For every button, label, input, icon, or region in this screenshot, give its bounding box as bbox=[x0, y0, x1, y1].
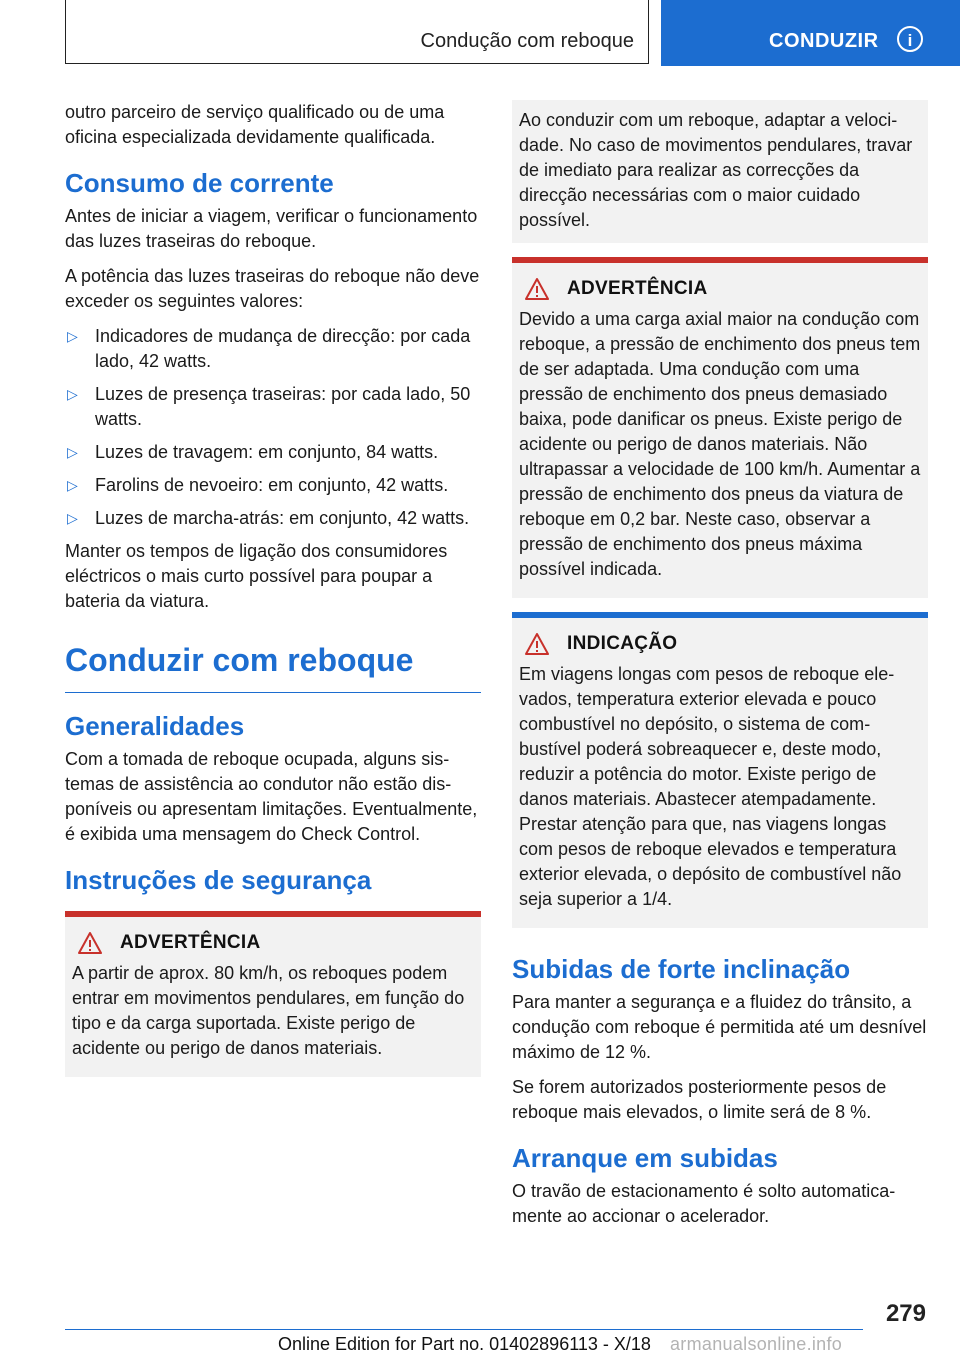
tyre-warning-box bbox=[512, 257, 928, 598]
footer-edition: Online Edition for Part no. 01402896113 - X/18 bbox=[278, 1334, 651, 1354]
note-triangle-icon bbox=[525, 632, 549, 656]
note-title: INDICAÇÃO bbox=[567, 633, 678, 654]
wattage-list bbox=[65, 324, 481, 531]
footer-watermark: armanualsonline.info bbox=[670, 1334, 843, 1354]
consumo-paragraph-3: Manter os tempos de ligação dos consumidores eléctricos o mais curto possível para poupar a bateria da viatura. bbox=[65, 541, 448, 611]
triangle-bullet-icon: ▷ bbox=[67, 328, 78, 344]
subidas-paragraph-2: Se forem autorizados posteriormente pesos de reboque mais elevados, o limite será de 8 %. bbox=[512, 1077, 887, 1122]
warning-title: ADVERTÊNCIA bbox=[567, 278, 708, 299]
triangle-bullet-icon: ▷ bbox=[67, 444, 78, 460]
warning-triangle-icon bbox=[78, 931, 102, 955]
list-item: ▷ Indicadores de mudança de direcção: por cada lado, 42 watts. bbox=[67, 326, 471, 371]
section-tab[interactable] bbox=[661, 0, 960, 66]
page-header bbox=[0, 0, 960, 66]
heading-arranque: Arranque em subidas bbox=[512, 1143, 778, 1173]
right-column bbox=[512, 100, 928, 1239]
list-item: ▷ Farolins de nevoeiro: em conjunto, 42 watts. bbox=[65, 473, 481, 498]
info-icon[interactable]: i bbox=[897, 26, 923, 52]
list-item: ▷ Luzes de presença traseiras: por cada lado, 50 watts. bbox=[67, 384, 471, 429]
intro-paragraph: outro parceiro de serviço qualificado ou de uma oficina especializada devidamente qualificada. bbox=[65, 102, 445, 147]
left-column bbox=[65, 100, 481, 1077]
warning-text: Devido a uma carga axial maior na condução com reboque, a pressão de enchimento dos pneus tem de ser adaptada. Uma condução com uma pressão de enchimento dos pneus demasiado baixa, pode danificar os pneus. Existe perigo de acidente ou perigo de danos materiais. Não ultrapassar a velocidade de 100 km/h. Aumentar a pressão de enchimento dos pneus da viatura de reboque em 0,2 bar. Neste caso, observar a pressão de enchimento dos pneus máxima possível indicada. bbox=[519, 309, 921, 579]
heading-seguranca: Instruções de segurança bbox=[65, 865, 372, 895]
list-item: ▷ Luzes de travagem: em conjunto, 84 watts. bbox=[65, 440, 481, 465]
subidas-paragraph-1: Para manter a segurança e a fluidez do trânsito, a condução com reboque é permitida até um desnível máximo de 12 %. bbox=[512, 992, 927, 1062]
warning-text: A partir de aprox. 80 km/h, os reboques podem entrar em movimentos pendulares, em função do tipo e da carga suportada. Existe perigo de acidente ou perigo de danos materiais. bbox=[72, 963, 465, 1058]
continued-box bbox=[512, 100, 928, 243]
chapter-tab bbox=[65, 0, 649, 64]
triangle-bullet-icon: ▷ bbox=[67, 477, 78, 493]
list-item: ▷ Luzes de marcha-atrás: em conjunto, 42 watts. bbox=[65, 506, 481, 531]
note-box bbox=[512, 612, 928, 928]
section-label: CONDUZIR bbox=[769, 30, 879, 52]
continued-text: Ao conduzir com um reboque, adaptar a velocidade. No caso de movimentos pendulares, travar de imediato para realizar as correcções da direcção necessárias com o maior cuidado possível. bbox=[519, 110, 913, 230]
note-box-header bbox=[519, 632, 921, 656]
warning-box bbox=[65, 911, 481, 1077]
generalidades-paragraph: Com a tomada de reboque ocupada, alguns sistemas de assistência ao condutor não estão disponíveis ou apresentam limitações. Eventualmente, é exibida uma mensagem do Check Control. bbox=[65, 749, 478, 844]
triangle-bullet-icon: ▷ bbox=[67, 510, 78, 526]
warning-box-header bbox=[519, 277, 921, 301]
heading-generalidades: Generalidades bbox=[65, 711, 245, 741]
heading-subidas: Subidas de forte inclinação bbox=[512, 954, 851, 984]
heading-consumo: Consumo de corrente bbox=[65, 168, 334, 198]
triangle-bullet-icon: ▷ bbox=[67, 386, 78, 402]
consumo-paragraph-2: A potência das luzes traseiras do reboque não deve exceder os seguintes valores: bbox=[65, 266, 480, 311]
note-text: Em viagens longas com pesos de reboque elevados, temperatura exterior elevada e pouco combustível no depósito, o sistema de combustível poderá sobreaquecer e, deste modo, reduzir a potência do motor. Existe perigo de danos materiais. Abastecer atempadamente. Prestar atenção para que, nas viagens longas com pesos de reboque elevados e temperatura exterior elevada, o depósito de combustível não seja superior a 1/4. bbox=[519, 664, 902, 909]
warning-triangle-icon bbox=[525, 277, 549, 301]
arranque-paragraph: O travão de estacionamento é solto automaticamente ao accionar o acelerador. bbox=[512, 1181, 896, 1226]
warning-box-header bbox=[72, 931, 474, 955]
consumo-paragraph-1: Antes de iniciar a viagem, verificar o funcionamento das luzes traseiras do reboque. bbox=[65, 206, 478, 251]
page-number: 279 bbox=[885, 1300, 926, 1327]
chapter-title: Condução com reboque bbox=[420, 30, 634, 52]
main-heading: Conduzir com reboque bbox=[65, 640, 481, 693]
warning-title: ADVERTÊNCIA bbox=[120, 932, 261, 953]
footer-divider bbox=[65, 1329, 863, 1330]
